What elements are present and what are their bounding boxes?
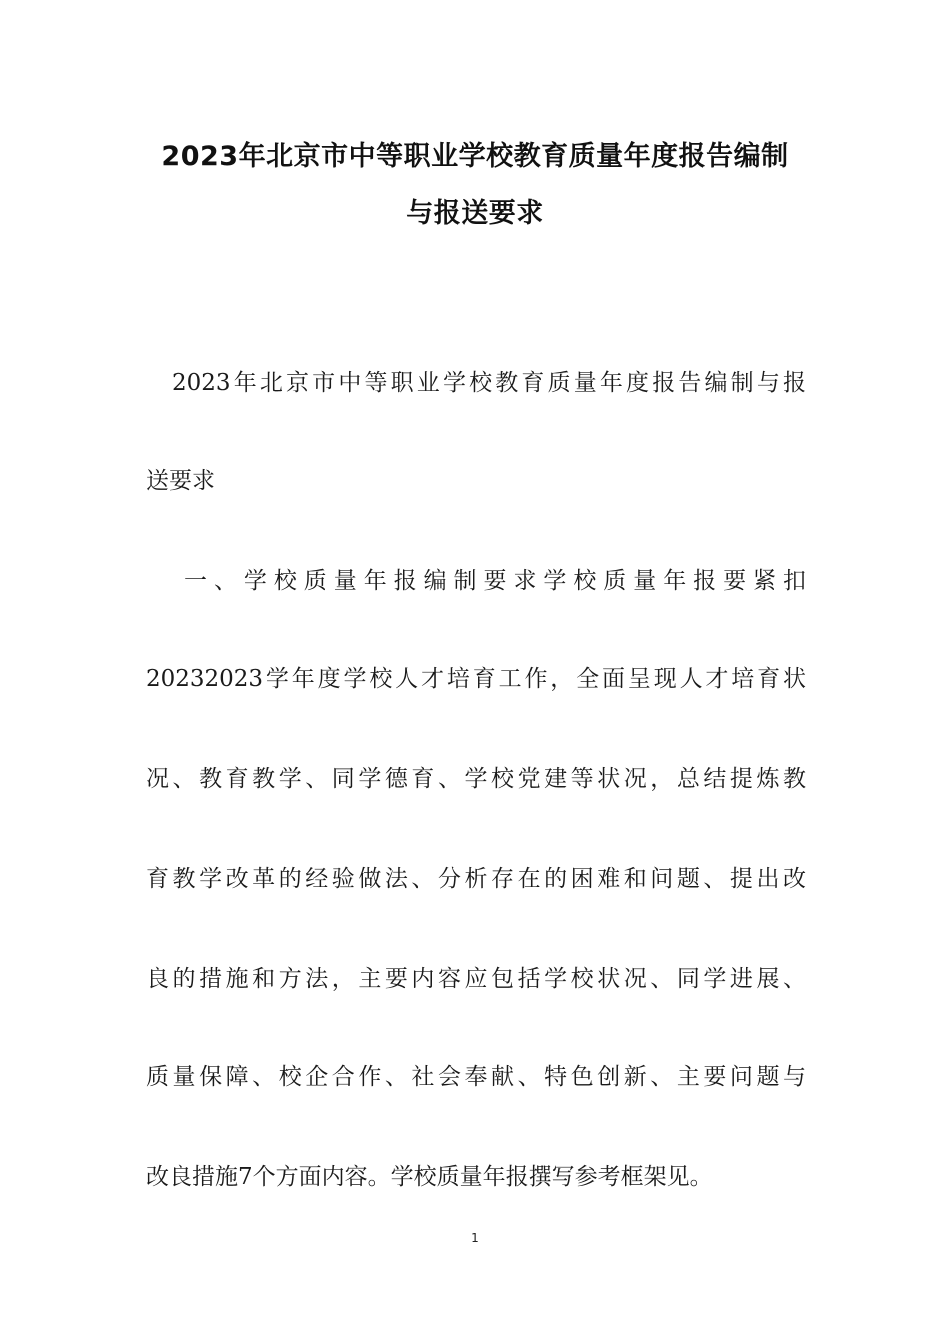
paragraph-line-6: 育教学改革的经验做法、分析存在的困难和问题、提出改 [146,866,806,892]
paragraph-line-8: 质量保障、校企合作、社会奉献、特色创新、主要问题与 [146,1064,806,1090]
paragraph-line-5: 况、教育教学、同学德育、学校党建等状况，总结提炼教 [146,766,806,792]
paragraph-line-9: 改良措施7个方面内容。学校质量年报撰写参考框架见。 [146,1164,713,1190]
document-title-line-1: 2023年北京市中等职业学校教育质量年度报告编制 [161,141,789,172]
paragraph-line-7: 良的措施和方法，主要内容应包括学校状况、同学进展、 [146,966,806,992]
paragraph-line-3: 一、学校质量年报编制要求学校质量年报要紧扣 [184,568,806,594]
paragraph-line-1: 2023年北京市中等职业学校教育质量年度报告编制与报 [172,370,806,396]
paragraph-line-4: 20232023学年度学校人才培育工作，全面呈现人才培育状 [146,666,806,692]
document-title-line-2: 与报送要求 [406,198,544,229]
page-number: 1 [471,1231,479,1245]
paragraph-line-2: 送要求 [146,468,215,494]
